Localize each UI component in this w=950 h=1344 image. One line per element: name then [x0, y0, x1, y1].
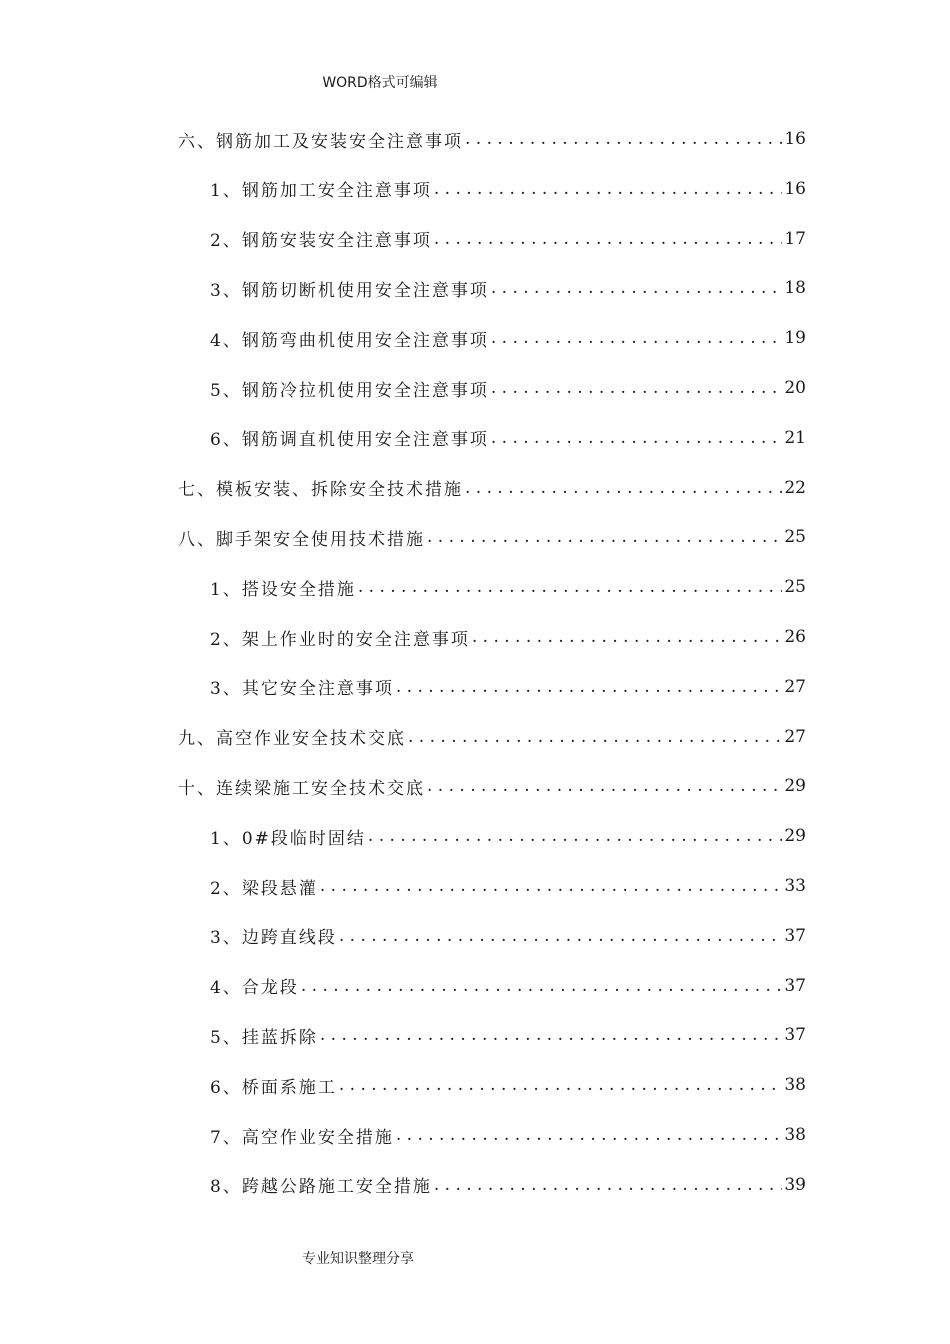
toc-dot-leader — [491, 328, 783, 348]
toc-entry-title: 4、钢筋弯曲机使用安全注意事项 — [210, 330, 489, 351]
toc-entry-title: 六、钢筋加工及安装安全注意事项 — [178, 131, 463, 152]
toc-dot-leader — [434, 1175, 783, 1195]
toc-entry-page-number: 16 — [784, 129, 806, 149]
toc-entry-title: 1、钢筋加工安全注意事项 — [210, 181, 432, 202]
toc-entry[interactable] — [0, 620, 950, 654]
toc-dot-leader — [427, 527, 782, 547]
toc-entry-page-number: 17 — [784, 228, 806, 249]
page-header: WORD格式可编辑 — [322, 75, 438, 91]
toc-entry-page-number: 19 — [784, 328, 806, 349]
toc-dot-leader — [358, 577, 783, 597]
toc-entry[interactable] — [0, 1118, 950, 1152]
toc-entry-title: 7、高空作业安全措施 — [210, 1127, 394, 1148]
toc-dot-leader — [491, 428, 783, 448]
toc-entry-page-number: 22 — [784, 477, 806, 498]
page-footer: 专业知识整理分享 — [302, 1251, 414, 1267]
toc-entry-page-number: 27 — [784, 676, 806, 697]
toc-entry-page-number: 39 — [784, 1174, 806, 1195]
toc-entry-page-number: 26 — [784, 627, 806, 647]
toc-entry-title: 1、搭设安全措施 — [210, 579, 356, 600]
toc-entry[interactable] — [0, 769, 950, 803]
toc-entry[interactable] — [0, 670, 950, 704]
toc-dot-leader — [434, 229, 783, 249]
toc-dot-leader — [396, 1125, 783, 1145]
toc-entry-title: 6、桥面系施工 — [210, 1077, 337, 1098]
toc-entry[interactable] — [0, 271, 950, 305]
toc-entry[interactable] — [0, 869, 950, 903]
toc-dot-leader — [491, 378, 783, 398]
toc-entry[interactable] — [0, 371, 950, 405]
toc-entry[interactable] — [0, 122, 950, 156]
toc-entry-title: 3、其它安全注意事项 — [210, 679, 394, 700]
toc-entry-page-number: 20 — [784, 378, 806, 398]
toc-entry-page-number: 27 — [784, 726, 806, 747]
toc-entry-title: 3、钢筋切断机使用安全注意事项 — [210, 280, 489, 301]
toc-entry-title: 5、钢筋冷拉机使用安全注意事项 — [210, 380, 489, 401]
toc-entry-page-number: 37 — [784, 925, 806, 946]
toc-dot-leader — [320, 1025, 783, 1045]
toc-entry-title: 七、模板安装、拆除安全技术措施 — [178, 480, 463, 501]
toc-entry-title: 4、合龙段 — [210, 978, 299, 999]
toc-entry-title: 八、脚手架安全使用技术措施 — [178, 529, 425, 550]
toc-entry-page-number: 37 — [784, 1025, 806, 1046]
toc-entry-title: 5、挂蓝拆除 — [210, 1027, 318, 1048]
toc-entry-title: 1、0#段临时固结 — [210, 828, 366, 849]
toc-entry-page-number: 29 — [784, 776, 806, 797]
toc-entry[interactable] — [0, 1068, 950, 1102]
toc-dot-leader — [396, 677, 783, 697]
toc-entry-page-number: 38 — [784, 1125, 806, 1145]
toc-entry-page-number: 37 — [784, 975, 806, 996]
toc-dot-leader — [408, 727, 782, 747]
toc-entry-title: 九、高空作业安全技术交底 — [178, 729, 406, 750]
toc-entry[interactable] — [0, 321, 950, 355]
toc-dot-leader — [339, 1075, 783, 1095]
toc-entry-title: 8、跨越公路施工安全措施 — [210, 1177, 432, 1198]
toc-dot-leader — [465, 478, 782, 498]
toc-dot-leader — [368, 826, 782, 846]
toc-dot-leader — [491, 278, 783, 298]
toc-entry[interactable] — [0, 919, 950, 953]
toc-entry-title: 2、架上作业时的安全注意事项 — [210, 629, 470, 650]
toc-entry[interactable] — [0, 969, 950, 1003]
toc-entry-title: 2、梁段悬灌 — [210, 878, 318, 899]
toc-entry[interactable] — [0, 819, 950, 853]
toc-entry-page-number: 33 — [784, 876, 806, 896]
toc-entry[interactable] — [0, 471, 950, 505]
toc-dot-leader — [434, 179, 783, 199]
toc-entry[interactable] — [0, 172, 950, 206]
toc-entry[interactable] — [0, 1168, 950, 1202]
toc-dot-leader — [301, 976, 783, 996]
toc-dot-leader — [427, 776, 782, 796]
toc-entry[interactable] — [0, 570, 950, 604]
toc-entry-title: 6、钢筋调直机使用安全注意事项 — [210, 430, 489, 451]
toc-entry-page-number: 16 — [784, 178, 806, 199]
toc-dot-leader — [320, 876, 783, 896]
toc-dot-leader — [339, 926, 783, 946]
toc-entry-page-number: 29 — [784, 826, 806, 847]
toc-entry-title: 十、连续梁施工安全技术交底 — [178, 778, 425, 799]
toc-entry-title: 2、钢筋安装安全注意事项 — [210, 231, 432, 252]
toc-entry-page-number: 25 — [784, 527, 806, 548]
toc-entry[interactable] — [0, 1018, 950, 1052]
toc-dot-leader — [472, 627, 783, 647]
toc-entry-page-number: 18 — [784, 278, 806, 299]
toc-entry[interactable] — [0, 520, 950, 554]
toc-entry[interactable] — [0, 421, 950, 455]
toc-dot-leader — [465, 129, 782, 149]
toc-entry-title: 3、边跨直线段 — [210, 928, 337, 949]
toc-entry[interactable] — [0, 222, 950, 256]
toc-entry[interactable] — [0, 720, 950, 754]
toc-entry-page-number: 21 — [784, 427, 806, 448]
toc-entry-page-number: 25 — [784, 577, 806, 598]
toc-entry-page-number: 38 — [784, 1075, 806, 1096]
